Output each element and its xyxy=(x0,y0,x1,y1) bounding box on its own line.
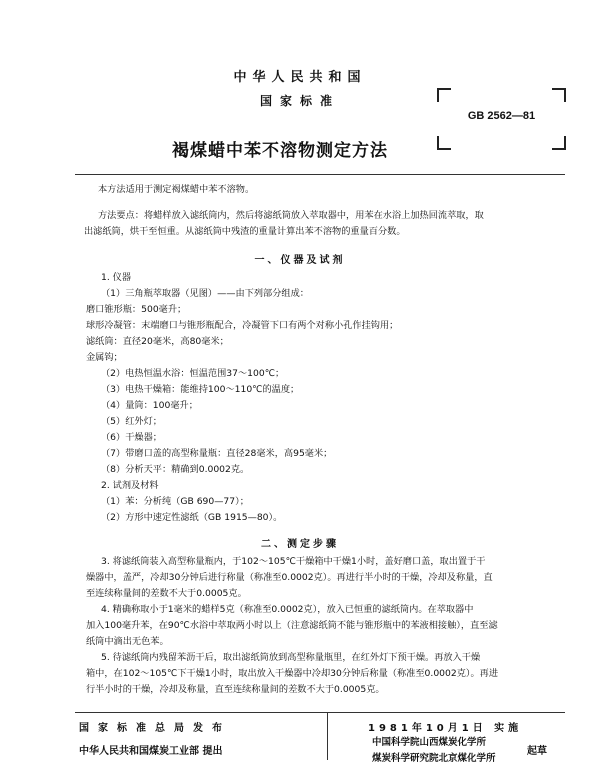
intro-scope: 本方法适用于测定褐煤蜡中苯不溶物。 xyxy=(98,184,255,195)
footer-drafted-label: 起草 xyxy=(527,746,547,757)
issuing-country: 中华人民共和国 xyxy=(233,70,367,85)
standard-type: 国家标准 xyxy=(259,94,340,108)
section1-line: （7）带磨口盖的高型称量瓶：直径28毫米，高95毫米； xyxy=(101,448,333,459)
section2-line: 纸筒中滴出无色苯。 xyxy=(86,636,169,647)
section1-line: 球形冷凝管：末端磨口与锥形瓶配合，冷凝管下口有两个对称小孔作挂钩用； xyxy=(86,320,399,331)
section1-line: 金属钩； xyxy=(86,352,123,363)
document-title: 褐煤蜡中苯不溶物测定方法 xyxy=(172,141,388,161)
section1-line: （8）分析天平：精确到0.0002克。 xyxy=(101,464,250,475)
section2-line: 燥器中，盖严，冷却30分钟后进行称量（称准至0.0002克）。再进行半小时的干燥，冷却及称量，直 xyxy=(86,572,493,583)
footer-divider xyxy=(327,712,328,760)
section1-line: 1. 仪器 xyxy=(101,272,132,283)
standard-code-box xyxy=(437,88,566,150)
section2-line: 5. 待滤纸筒内残留苯沥干后，取出滤纸筒放到高型称量瓶里，在红外灯下预干燥。再放入干燥 xyxy=(101,652,481,663)
section1-line: 滤纸筒：直径20毫米，高80毫米； xyxy=(86,336,229,347)
footer-drafter-1: 中国科学院山西煤炭化学所 xyxy=(372,737,487,748)
section2-line: 至连续称量间的差数不大于0.0005克。 xyxy=(86,588,247,599)
section2-line: 3. 将滤纸筒装入高型称量瓶内，于102～105℃干燥箱中干燥1小时，盖好磨口盖，取出置于干 xyxy=(101,556,486,567)
section1-line: （3）电热干燥箱：能维持100～110℃的温度； xyxy=(101,384,300,395)
section1-line: （4）量筒：100毫升； xyxy=(101,400,198,411)
footer-effective-date: 1981年10月1日 实施 xyxy=(368,723,523,734)
section-heading-procedure: 二、测定步骤 xyxy=(261,539,339,550)
section1-line: 磨口锥形瓶：500毫升； xyxy=(86,304,187,315)
intro-principle-2: 出滤纸筒，烘干至恒重。从滤纸筒中残渣的重量计算出苯不溶物的重量百分数。 xyxy=(84,226,406,237)
standard-code: GB 2562—81 xyxy=(467,110,536,122)
section1-line: （2）方形中速定性滤纸（GB 1915—80）。 xyxy=(101,512,283,523)
section1-line: （1）苯：分析纯（GB 690—77）； xyxy=(101,496,249,507)
section2-line: 行半小时的干燥，冷却及称量，直至连续称量间的差数不大于0.0005克。 xyxy=(86,684,385,695)
footer-proposer: 中华人民共和国煤炭工业部 提出 xyxy=(79,746,223,757)
section1-line: （2）电热恒温水浴：恒温范围37～100℃； xyxy=(101,368,285,379)
header-rule xyxy=(75,174,565,175)
section2-line: 箱中，在102～105℃下干燥1小时，取出放入干燥器中冷却30分钟后称量（称准至0.0002克）。再进 xyxy=(86,668,499,679)
section2-line: 4. 精确称取小于1毫米的蜡样5克（称准至0.0002克），放入已恒重的滤纸筒内。在萃取器中 xyxy=(101,604,474,615)
section1-line: （1）三角瓶萃取器（见图）——由下列部分组成： xyxy=(101,288,309,299)
footer-rule xyxy=(75,712,565,713)
footer-drafter-2: 煤炭科学研究院北京煤化学所 xyxy=(372,753,496,764)
section1-line: （6）干燥器； xyxy=(101,432,162,443)
section1-line: （5）红外灯； xyxy=(101,416,162,427)
footer-issuer: 国家标准总局发布 xyxy=(79,723,231,734)
section-heading-apparatus: 一、仪器及试剂 xyxy=(254,255,346,266)
section1-line: 2. 试剂及材料 xyxy=(101,480,159,491)
intro-principle-1: 方法要点：将蜡样放入滤纸筒内，然后将滤纸筒放入萃取器中，用苯在水浴上加热回流萃取，取 xyxy=(98,210,484,221)
section2-line: 加入100毫升苯，在90℃水浴中萃取两小时以上（注意滤纸筒不能与锥形瓶中的苯液相接触），直至滤 xyxy=(86,620,498,631)
